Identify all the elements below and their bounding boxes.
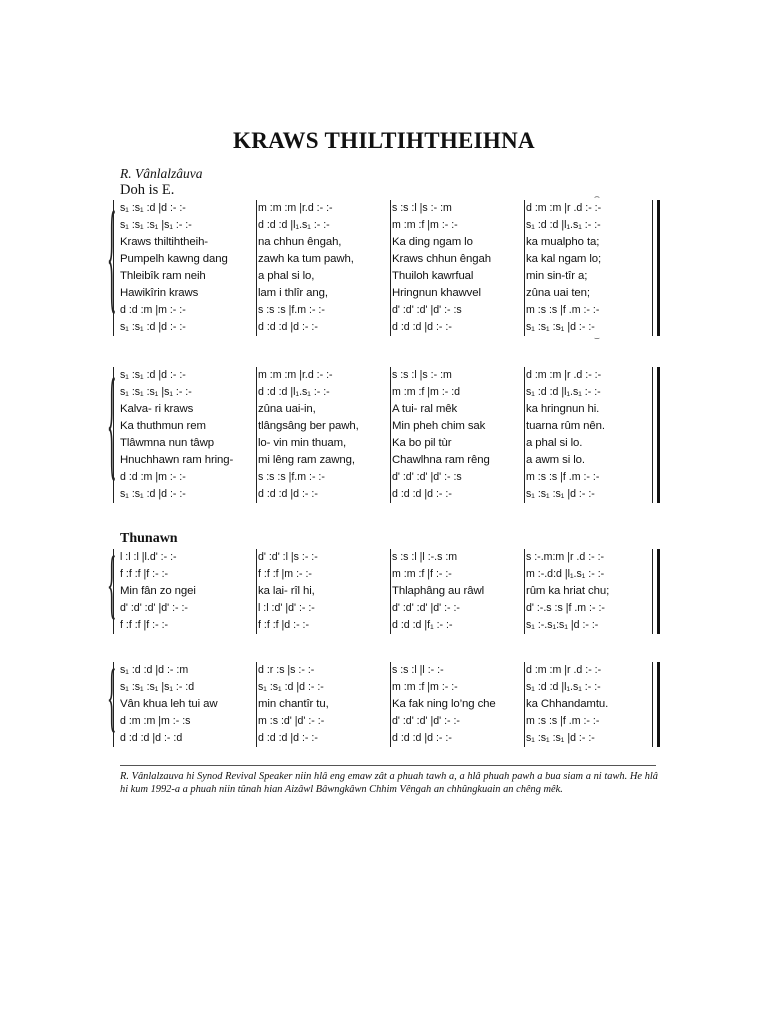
solfa-line bbox=[110, 566, 662, 583]
solfa-measure: m :m :f |m :- :- bbox=[392, 219, 458, 231]
solfa-measure: d :d :m |m :- :- bbox=[120, 471, 186, 483]
solfa-measure: d :d :d |d :- :- bbox=[392, 488, 452, 500]
solfa-line bbox=[110, 302, 662, 319]
solfa-measure: m :s :s |f .m :- :- bbox=[526, 471, 600, 483]
lyric-line bbox=[110, 435, 662, 452]
lyric-cell: a awm si lo. bbox=[526, 454, 585, 466]
solfa-measure: s₁ :d :d |d :- :m bbox=[120, 664, 189, 676]
lyric-cell: Thleibîk ram neih bbox=[120, 270, 206, 282]
composer-name: R. Vânlalzâuva bbox=[120, 166, 203, 181]
lyric-cell: ka lai- rîl hi, bbox=[258, 585, 315, 597]
solfa-measure: m :m :f |m :- :- bbox=[392, 681, 458, 693]
solfa-measure: d :d :d |d :- :- bbox=[258, 732, 318, 744]
solfa-measure: s₁ :s₁ :s₁ |s₁ :- :- bbox=[120, 386, 192, 398]
solfa-measure: d :m :m |r .d :- :- bbox=[526, 664, 602, 676]
solfa-measure: d :d :d |d :- :- bbox=[258, 321, 318, 333]
lyric-cell: Hringnun khawvel bbox=[392, 287, 481, 299]
solfa-measure: m :m :m |r.d :- :- bbox=[258, 369, 333, 381]
solfa-measure: d :d :d |d :- :- bbox=[392, 732, 452, 744]
lyric-line bbox=[110, 285, 662, 302]
lyric-cell: Hnuchhawn ram hring- bbox=[120, 454, 234, 466]
solfa-line bbox=[110, 200, 662, 217]
lyric-cell: zawh ka tum pawh, bbox=[258, 253, 354, 265]
solfa-measure: s₁ :s₁ :d |d :- :- bbox=[258, 681, 324, 693]
solfa-measure: m :s :d' |d' :- :- bbox=[258, 715, 325, 727]
solfa-measure: m :-.d:d |l₁.s₁ :- :- bbox=[526, 568, 605, 580]
lyric-cell: zûna uai ten; bbox=[526, 287, 590, 299]
solfa-line bbox=[110, 617, 662, 634]
solfa-measure: s₁ :s₁ :s₁ |d :- :- bbox=[526, 488, 595, 500]
lyric-cell: ka hringnun hi. bbox=[526, 403, 600, 415]
lyric-cell: Ka ding ngam lo bbox=[392, 236, 473, 248]
lyric-cell: Kalva- ri kraws bbox=[120, 403, 194, 415]
solfa-measure: s₁ :s₁ :d |d :- :- bbox=[120, 488, 186, 500]
lyric-cell: lo- vin min thuam, bbox=[258, 437, 347, 449]
lyric-cell: tuarna rûm nên. bbox=[526, 420, 605, 432]
solfa-measure: d :m :m |r .d :- :- bbox=[526, 369, 602, 381]
solfa-measure: m :s :s |f .m :- :- bbox=[526, 715, 600, 727]
solfa-measure: d :m :m |m :- :s bbox=[120, 715, 191, 727]
solfa-measure: s :s :l |s :- :m bbox=[392, 202, 452, 214]
lyric-cell: Thlaphâng au râwl bbox=[392, 585, 485, 597]
solfa-measure: d' :d' :d' |d' :- :s bbox=[392, 304, 462, 316]
lyric-cell: mi lêng ram zawng, bbox=[258, 454, 355, 466]
solfa-line bbox=[110, 486, 662, 503]
solfa-measure: s₁ :d :d |l₁.s₁ :- :- bbox=[526, 219, 601, 231]
lyric-cell: a phal si lo, bbox=[258, 270, 315, 282]
key-signature: Doh is E. bbox=[120, 182, 175, 198]
lyric-cell: tlângsâng ber pawh, bbox=[258, 420, 359, 432]
lyric-line bbox=[110, 583, 662, 600]
fermata-bottom-icon: ⌣ bbox=[594, 333, 600, 343]
solfa-line bbox=[110, 679, 662, 696]
solfa-measure: d :d :m |m :- :- bbox=[120, 304, 186, 316]
solfa-measure: d :d :d |d :- :d bbox=[120, 732, 183, 744]
lyric-cell: Tlâwmna nun tâwp bbox=[120, 437, 215, 449]
lyric-line bbox=[110, 418, 662, 435]
solfa-measure: d' :d' :d' |d' :- :- bbox=[392, 602, 460, 614]
solfa-measure: m :s :s |f .m :- :- bbox=[526, 304, 600, 316]
solfa-line bbox=[110, 384, 662, 401]
solfa-measure: s₁ :d :d |l₁.s₁ :- :- bbox=[526, 681, 601, 693]
solfa-measure: l :l :d' |d' :- :- bbox=[258, 602, 315, 614]
solfa-measure: d :d :d |f₁ :- :- bbox=[392, 619, 453, 631]
lyric-cell: Kraws chhun êngah bbox=[392, 253, 491, 265]
solfa-measure: s₁ :s₁ :s₁ |d :- :- bbox=[526, 321, 595, 333]
solfa-line bbox=[110, 600, 662, 617]
solfa-measure: d :r :s |s :- :- bbox=[258, 664, 315, 676]
lyric-cell: a phal si lo. bbox=[526, 437, 583, 449]
score-system-chorus-2 bbox=[107, 656, 662, 747]
solfa-measure: s :s :l |l :-.s :m bbox=[392, 551, 458, 563]
solfa-line bbox=[110, 549, 662, 566]
lyric-cell: Chawlhna ram rêng bbox=[392, 454, 490, 466]
lyric-cell: Min fân zo ngei bbox=[120, 585, 196, 597]
lyric-cell: Pumpelh kawng dang bbox=[120, 253, 228, 265]
lyric-line bbox=[110, 452, 662, 469]
lyric-cell: zûna uai-in, bbox=[258, 403, 316, 415]
lyric-line bbox=[110, 696, 662, 713]
lyric-cell: Ka thuthmun rem bbox=[120, 420, 206, 432]
lyric-cell: min chantîr tu, bbox=[258, 698, 329, 710]
solfa-line bbox=[110, 662, 662, 679]
solfa-line bbox=[110, 217, 662, 234]
lyric-cell: min sin-tîr a; bbox=[526, 270, 588, 282]
lyric-cell: Thuiloh kawrfual bbox=[392, 270, 474, 282]
solfa-measure: s :-.m:m |r .d :- :- bbox=[526, 551, 605, 563]
solfa-line bbox=[110, 367, 662, 384]
lyric-cell: Min pheh chim sak bbox=[392, 420, 486, 432]
solfa-measure: s₁ :s₁ :s₁ |d :- :- bbox=[526, 732, 595, 744]
solfa-measure: s₁ :s₁ :s₁ |s₁ :- :- bbox=[120, 219, 192, 231]
solfa-measure: f :f :f |d :- :- bbox=[258, 619, 310, 631]
solfa-measure: d :d :d |l₁.s₁ :- :- bbox=[258, 219, 330, 231]
solfa-measure: s :s :s |f.m :- :- bbox=[258, 304, 325, 316]
lyric-cell: ka mualpho ta; bbox=[526, 236, 600, 248]
fermata-top-icon: ⌢ bbox=[594, 191, 600, 201]
system-brace-icon: { bbox=[107, 543, 117, 629]
system-brace-icon: { bbox=[107, 656, 117, 742]
lyric-cell: Kraws thiltihtheih- bbox=[120, 236, 208, 248]
solfa-measure: f :f :f |f :- :- bbox=[120, 568, 169, 580]
system-brace-icon: { bbox=[107, 191, 117, 328]
solfa-measure: s₁ :s₁ :d |d :- :- bbox=[120, 321, 186, 333]
solfa-measure: d :m :m |r .d :- :- bbox=[526, 202, 602, 214]
solfa-measure: s :s :l |l :- :- bbox=[392, 664, 444, 676]
solfa-measure: d :d :d |d :- :- bbox=[392, 321, 452, 333]
solfa-line bbox=[110, 713, 662, 730]
solfa-measure: d' :d' :l |s :- :- bbox=[258, 551, 318, 563]
score-system-verse-1 bbox=[107, 191, 662, 336]
solfa-measure: s :s :s |f.m :- :- bbox=[258, 471, 325, 483]
solfa-measure: s₁ :s₁ :s₁ |s₁ :- :d bbox=[120, 681, 195, 693]
solfa-measure: m :m :f |m :- :d bbox=[392, 386, 461, 398]
chorus-label: Thunawn bbox=[120, 531, 178, 546]
solfa-line bbox=[110, 730, 662, 747]
lyric-line bbox=[110, 401, 662, 418]
solfa-line bbox=[110, 469, 662, 486]
solfa-measure: d' :d' :d' |d' :- :- bbox=[120, 602, 188, 614]
hymn-title: KRAWS THILTIHTHEIHNA bbox=[233, 128, 535, 153]
lyric-cell: Ka bo pil tùr bbox=[392, 437, 452, 449]
solfa-measure: m :m :f |f :- :- bbox=[392, 568, 452, 580]
solfa-measure: d :d :d |d :- :- bbox=[258, 488, 318, 500]
lyric-cell: ka kal ngam lo; bbox=[526, 253, 602, 265]
solfa-measure: d' :d' :d' |d' :- :- bbox=[392, 715, 460, 727]
lyric-cell: A tui- ral mêk bbox=[392, 403, 458, 415]
solfa-measure: s₁ :s₁ :d |d :- :- bbox=[120, 202, 186, 214]
footnote-text: R. Vânlalzauva hi Synod Revival Speaker niin hlâ eng emaw zât a phuah tawh a, a hlâ phuah pawh a bua siam a ni tawh. He hlâ hi kum 1992-a a phuah niin tûnah hian Aizâwl Bâwngkâwn Chhim Vêngah an chhûngkuain an chêng mêk. bbox=[120, 771, 658, 795]
solfa-measure: d' :-.s :s |f .m :- :- bbox=[526, 602, 605, 614]
score-system-chorus-1 bbox=[107, 543, 662, 634]
lyric-cell: Hawikîrin kraws bbox=[120, 287, 199, 299]
solfa-line bbox=[110, 319, 662, 336]
footnote-divider bbox=[120, 765, 656, 766]
solfa-measure: l :l :l |l.d' :- :- bbox=[120, 551, 177, 563]
lyric-cell: Ka fak ning lo’ng che bbox=[392, 698, 496, 710]
system-brace-icon: { bbox=[107, 358, 117, 495]
solfa-measure: d :d :d |l₁.s₁ :- :- bbox=[258, 386, 330, 398]
lyric-cell: lam i thlîr ang, bbox=[258, 287, 328, 299]
solfa-measure: s :s :l |s :- :m bbox=[392, 369, 452, 381]
lyric-cell: na chhun êngah, bbox=[258, 236, 342, 248]
solfa-measure: d' :d' :d' |d' :- :s bbox=[392, 471, 462, 483]
solfa-measure: s₁ :d :d |l₁.s₁ :- :- bbox=[526, 386, 601, 398]
lyric-line bbox=[110, 234, 662, 251]
lyric-cell: Vân khua leh tui aw bbox=[120, 698, 218, 710]
solfa-measure: f :f :f |f :- :- bbox=[120, 619, 169, 631]
solfa-measure: s₁ :-.s₁:s₁ |d :- :- bbox=[526, 619, 599, 631]
score-system-verse-2 bbox=[107, 358, 662, 503]
lyric-cell: rûm ka hriat chu; bbox=[526, 585, 610, 597]
lyric-cell: ka Chhandamtu. bbox=[526, 698, 609, 710]
lyric-line bbox=[110, 251, 662, 268]
solfa-measure: s₁ :s₁ :d |d :- :- bbox=[120, 369, 186, 381]
solfa-measure: m :m :m |r.d :- :- bbox=[258, 202, 333, 214]
lyric-line bbox=[110, 268, 662, 285]
solfa-measure: f :f :f |m :- :- bbox=[258, 568, 312, 580]
